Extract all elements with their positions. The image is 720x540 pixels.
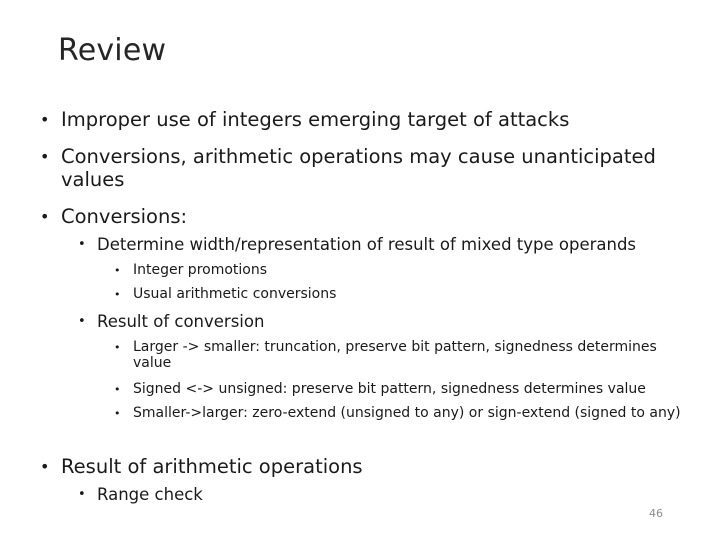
bullet-text: Conversions: [61,205,188,228]
bullet-item-l2 [78,312,687,331]
bullet-icon: • [114,288,121,301]
slide-title: Review [58,33,167,68]
bullet-text: Determine width/representation of result of mixed type operands [97,235,637,254]
page-number: 46 [649,507,663,520]
bullet-icon: • [40,110,50,129]
bullet-text: Result of conversion [97,312,265,331]
bullet-icon: • [114,264,121,277]
bullet-text: Signed <-> unsigned: preserve bit pattern, signedness determines value [133,381,646,397]
bullet-icon: • [114,383,121,396]
bullet-item-l3 [114,339,683,371]
bullet-icon: • [40,457,50,476]
bullet-item-l1 [40,455,681,478]
bullet-item-l2 [78,485,687,504]
bullet-item-l3 [114,381,683,397]
bullet-icon: • [78,314,86,329]
bullet-icon: • [78,487,86,502]
bullet-text: Usual arithmetic conversions [133,286,337,302]
bullet-icon: • [40,207,50,226]
bullet-item-l2 [78,235,687,254]
bullet-icon: • [114,407,121,420]
bullet-text: Improper use of integers emerging target of attacks [61,108,570,131]
bullet-icon: • [40,147,50,166]
bullet-item-l3 [114,405,683,421]
bullet-text: Larger -> smaller: truncation, preserve bit pattern, signedness determines value [133,339,657,372]
bullet-text: Conversions, arithmetic operations may cause unanticipated values [61,145,656,191]
bullet-item-l1 [40,145,661,191]
bullet-text: Smaller->larger: zero-extend (unsigned to any) or sign-extend (signed to any) [133,405,681,421]
bullet-icon: • [114,341,121,354]
bullet-item-l1 [40,205,681,228]
bullet-text: Range check [97,485,203,504]
bullet-icon: • [78,237,86,252]
bullet-item-l3 [114,262,683,278]
bullet-item-l3 [114,286,683,302]
bullet-item-l1 [40,108,681,131]
bullet-text: Result of arithmetic operations [61,455,363,478]
bullet-text: Integer promotions [133,262,268,278]
